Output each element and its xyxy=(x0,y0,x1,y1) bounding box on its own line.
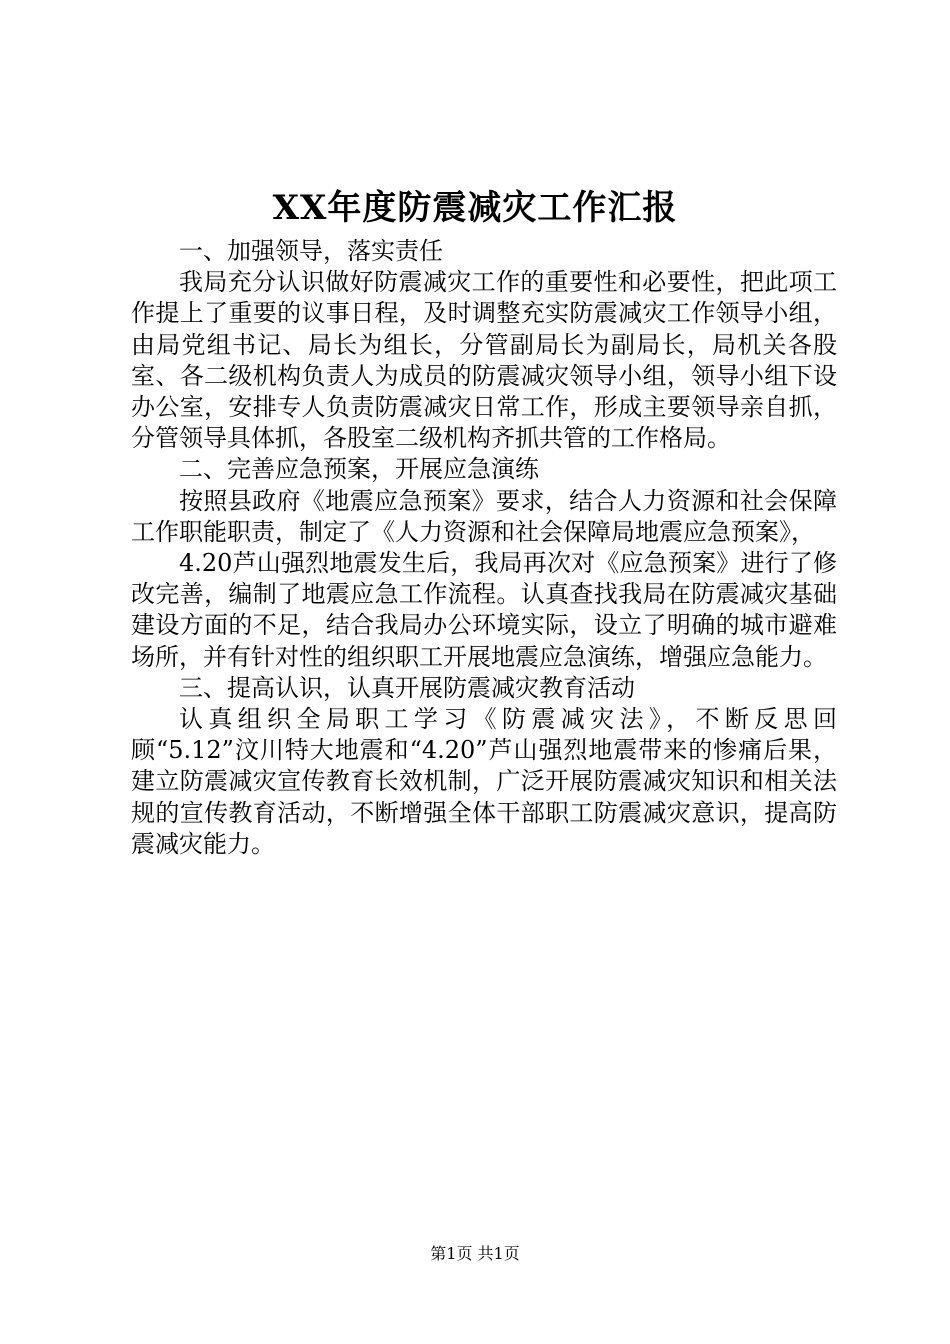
body-paragraph-2: 按照县政府《地震应急预案》要求，结合人力资源和社会保障工作职能职责，制定了《人力资源和社会保障局地震应急预案》， xyxy=(131,486,837,546)
page-footer: 第1页 共1页 xyxy=(430,1244,520,1263)
section-heading-3: 三、提高认识，认真开展防震减灾教育活动 xyxy=(179,673,635,702)
document-title: XX年度防震减灾工作汇报 xyxy=(272,188,678,228)
body-paragraph-4: 认真组织全局职工学习《防震减灾法》，不断反思回顾“5.12”汶川特大地震和“4.20”芦山强烈地震带来的惨痛后果，建立防震减灾宣传教育长效机制，广泛开展防震减灾知识和相关法规的宣传教育活动，不断增强全体干部职工防震减灾意识，提高防震减灾能力。 xyxy=(131,705,837,858)
body-paragraph-3: 4.20芦山强烈地震发生后，我局再次对《应急预案》进行了修改完善，编制了地震应急工作流程。认真查找我局在防震减灾基础建设方面的不足，结合我局办公环境实际，设立了明确的城市避难场所，并有针对性的组织职工开展地震应急演练，增强应急能力。 xyxy=(131,549,837,671)
body-paragraph-1: 我局充分认识做好防震减灾工作的重要性和必要性，把此项工作提上了重要的议事日程，及时调整充实防震减灾工作领导小组，由局党组书记、局长为组长，分管副局长为副局长，局机关各股室、各二级机构负责人为成员的防震减灾领导小组，领导小组下设办公室，安排专人负责防震减灾日常工作，形成主要领导亲自抓，分管领导具体抓，各股室二级机构齐抓共管的工作格局。 xyxy=(131,268,837,453)
section-heading-2: 二、完善应急预案，开展应急演练 xyxy=(179,455,539,484)
section-heading-1: 一、加强领导，落实责任 xyxy=(179,237,443,265)
document-body xyxy=(131,236,837,860)
